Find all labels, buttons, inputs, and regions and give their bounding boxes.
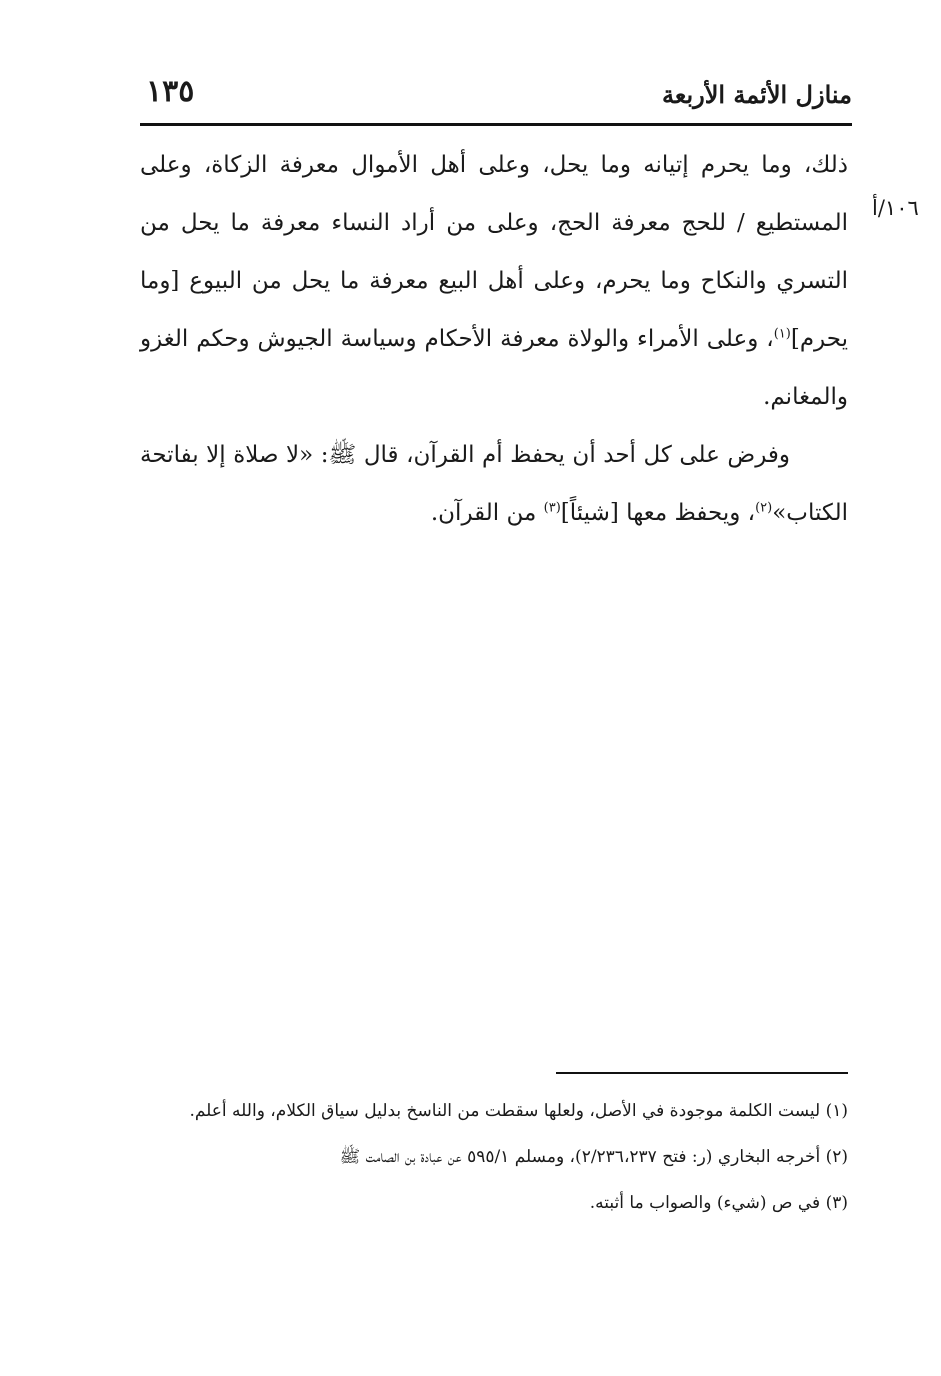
main-text — [140, 136, 848, 542]
paragraph-2-text-c: من القرآن. — [430, 500, 544, 526]
paragraph-1-text-b: ، وعلى الأمراء والولاة معرفة الأحكام وسياسة الجيوش وحكم الغزو والمغانم. — [140, 326, 848, 410]
paragraph-2 — [140, 426, 848, 542]
paragraph-1-text-a: ذلك، وما يحرم إتيانه وما يحل، وعلى أهل الأموال معرفة الزكاة، وعلى المستطيع / للحج معرفة الحج، وعلى من أراد النساء معرفة ما يحل من التسري والنكاح وما يحرم، وعلى أهل البيع معرفة ما يحل من البيوع [وما يحرم] — [140, 152, 848, 352]
footnotes — [140, 1088, 848, 1226]
footnote-ref-3: (٣) — [543, 500, 561, 516]
footnote-ref-2: (٢) — [755, 500, 773, 516]
footnote-rule — [556, 1072, 848, 1074]
header-rule — [140, 123, 852, 126]
margin-folio-reference: ١٠٦/أ — [872, 196, 919, 220]
footnote-ref-1: (١) — [773, 326, 791, 342]
page-header — [140, 70, 852, 120]
running-title: منازل الأئمة الأربعة — [662, 80, 852, 109]
footnote-2: (٢) أخرجه البخاري (ر: فتح ٢/٢٣٦،٢٣٧)، ومسلم ٥٩٥/١ عن عبادة بن الصامت ﷺ — [339, 1147, 848, 1167]
paragraph-2-text-b: ، ويحفظ معها [شيئاً] — [560, 500, 756, 526]
paragraph-2-text-a: وفرض على كل أحد أن يحفظ أم القرآن، قال ﷺ: «لا صلاة إلا بفاتحة الكتاب» — [140, 442, 848, 526]
footnote-1: (١) ليست الكلمة موجودة في الأصل، ولعلها سقطت من الناسخ بدليل سياق الكلام، والله أعلم. — [189, 1101, 848, 1121]
page-number: ١٣٥ — [146, 74, 195, 109]
paragraph-1 — [140, 136, 848, 426]
footnote-3: (٣) في ص (شيء) والصواب ما أثبته. — [589, 1193, 848, 1213]
